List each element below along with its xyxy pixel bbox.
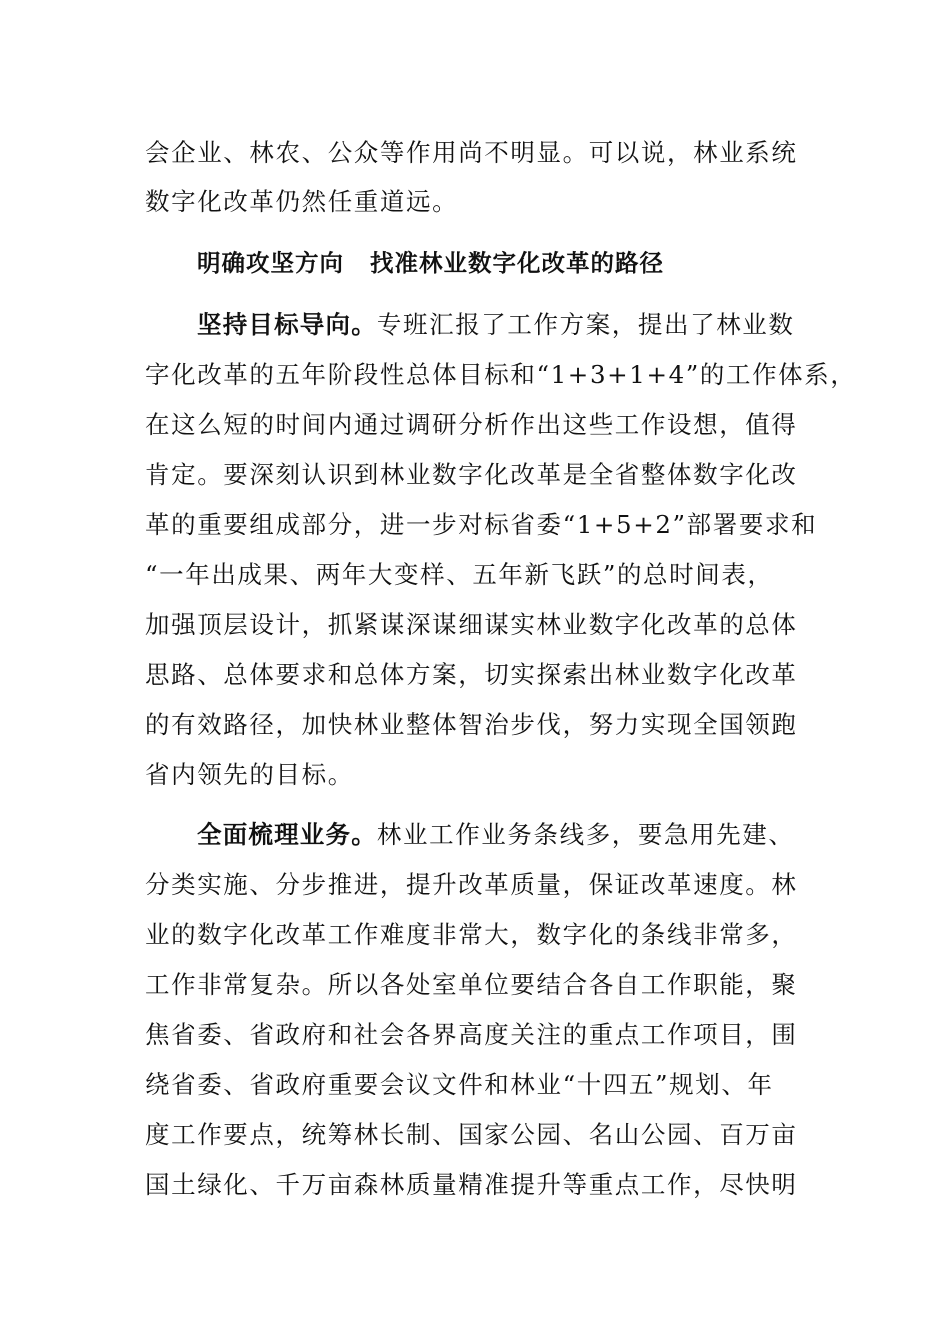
- para2-line-10: 省内领先的目标。: [145, 760, 354, 789]
- para3-line-7: 度工作要点，统筹林长制、国家公园、名山公园、百万亩: [145, 1120, 798, 1149]
- section-heading-part2: 找准林业数字化改革的路径: [370, 249, 664, 277]
- para3-line-1: [197, 820, 795, 850]
- para3-first-line-rest: 林业工作业务条线多，要急用先建、: [376, 820, 795, 849]
- para3-line-3: 业的数字化改革工作难度非常大，数字化的条线非常多，: [145, 920, 798, 949]
- para2-line-3: 在这么短的时间内通过调研分析作出这些工作设想，值得: [145, 410, 798, 439]
- section-heading: [197, 248, 664, 278]
- para2-line-6: “一年出成果、两年大变样、五年新飞跃”的总时间表，: [145, 560, 774, 589]
- para2-line-4: 肯定。要深刻认识到林业数字化改革是全省整体数字化改: [145, 460, 798, 489]
- para3-line-5: 焦省委、省政府和社会各界高度关注的重点工作项目，围: [145, 1020, 798, 1049]
- para2-line-8: 思路、总体要求和总体方案，切实探索出林业数字化改革: [145, 660, 798, 689]
- para3-lead: 全面梳理业务。: [197, 820, 377, 849]
- para3-line-8: 国土绿化、千万亩森林质量精准提升等重点工作，尽快明: [145, 1170, 798, 1199]
- para3-line-2: 分类实施、分步推进，提升改革质量，保证改革速度。林: [145, 870, 798, 899]
- para3-line-4: 工作非常复杂。所以各处室单位要结合各自工作职能，聚: [145, 970, 798, 999]
- para2-line-2: 字化改革的五年阶段性总体目标和“1+3+1+4”的工作体系，: [145, 360, 857, 389]
- para1-line-2: 数字化改革仍然任重道远。: [145, 187, 459, 216]
- para2-lead: 坚持目标导向。: [197, 310, 377, 339]
- para2-line-7: 加强顶层设计，抓紧谋深谋细谋实林业数字化改革的总体: [145, 610, 798, 639]
- para2-line-1: [197, 310, 795, 340]
- para2-line-5: 革的重要组成部分，进一步对标省委“1+5+2”部署要求和: [145, 510, 818, 539]
- para2-first-line-rest: 专班汇报了工作方案，提出了林业数: [376, 310, 795, 339]
- section-heading-part1: 明确攻坚方向: [197, 249, 344, 277]
- para1-line-1: 会企业、林农、公众等作用尚不明显。可以说，林业系统: [145, 138, 798, 167]
- para2-line-9: 的有效路径，加快林业整体智治步伐，努力实现全国领跑: [145, 710, 798, 739]
- para3-line-6: 绕省委、省政府重要会议文件和林业“十四五”规划、年: [145, 1070, 774, 1099]
